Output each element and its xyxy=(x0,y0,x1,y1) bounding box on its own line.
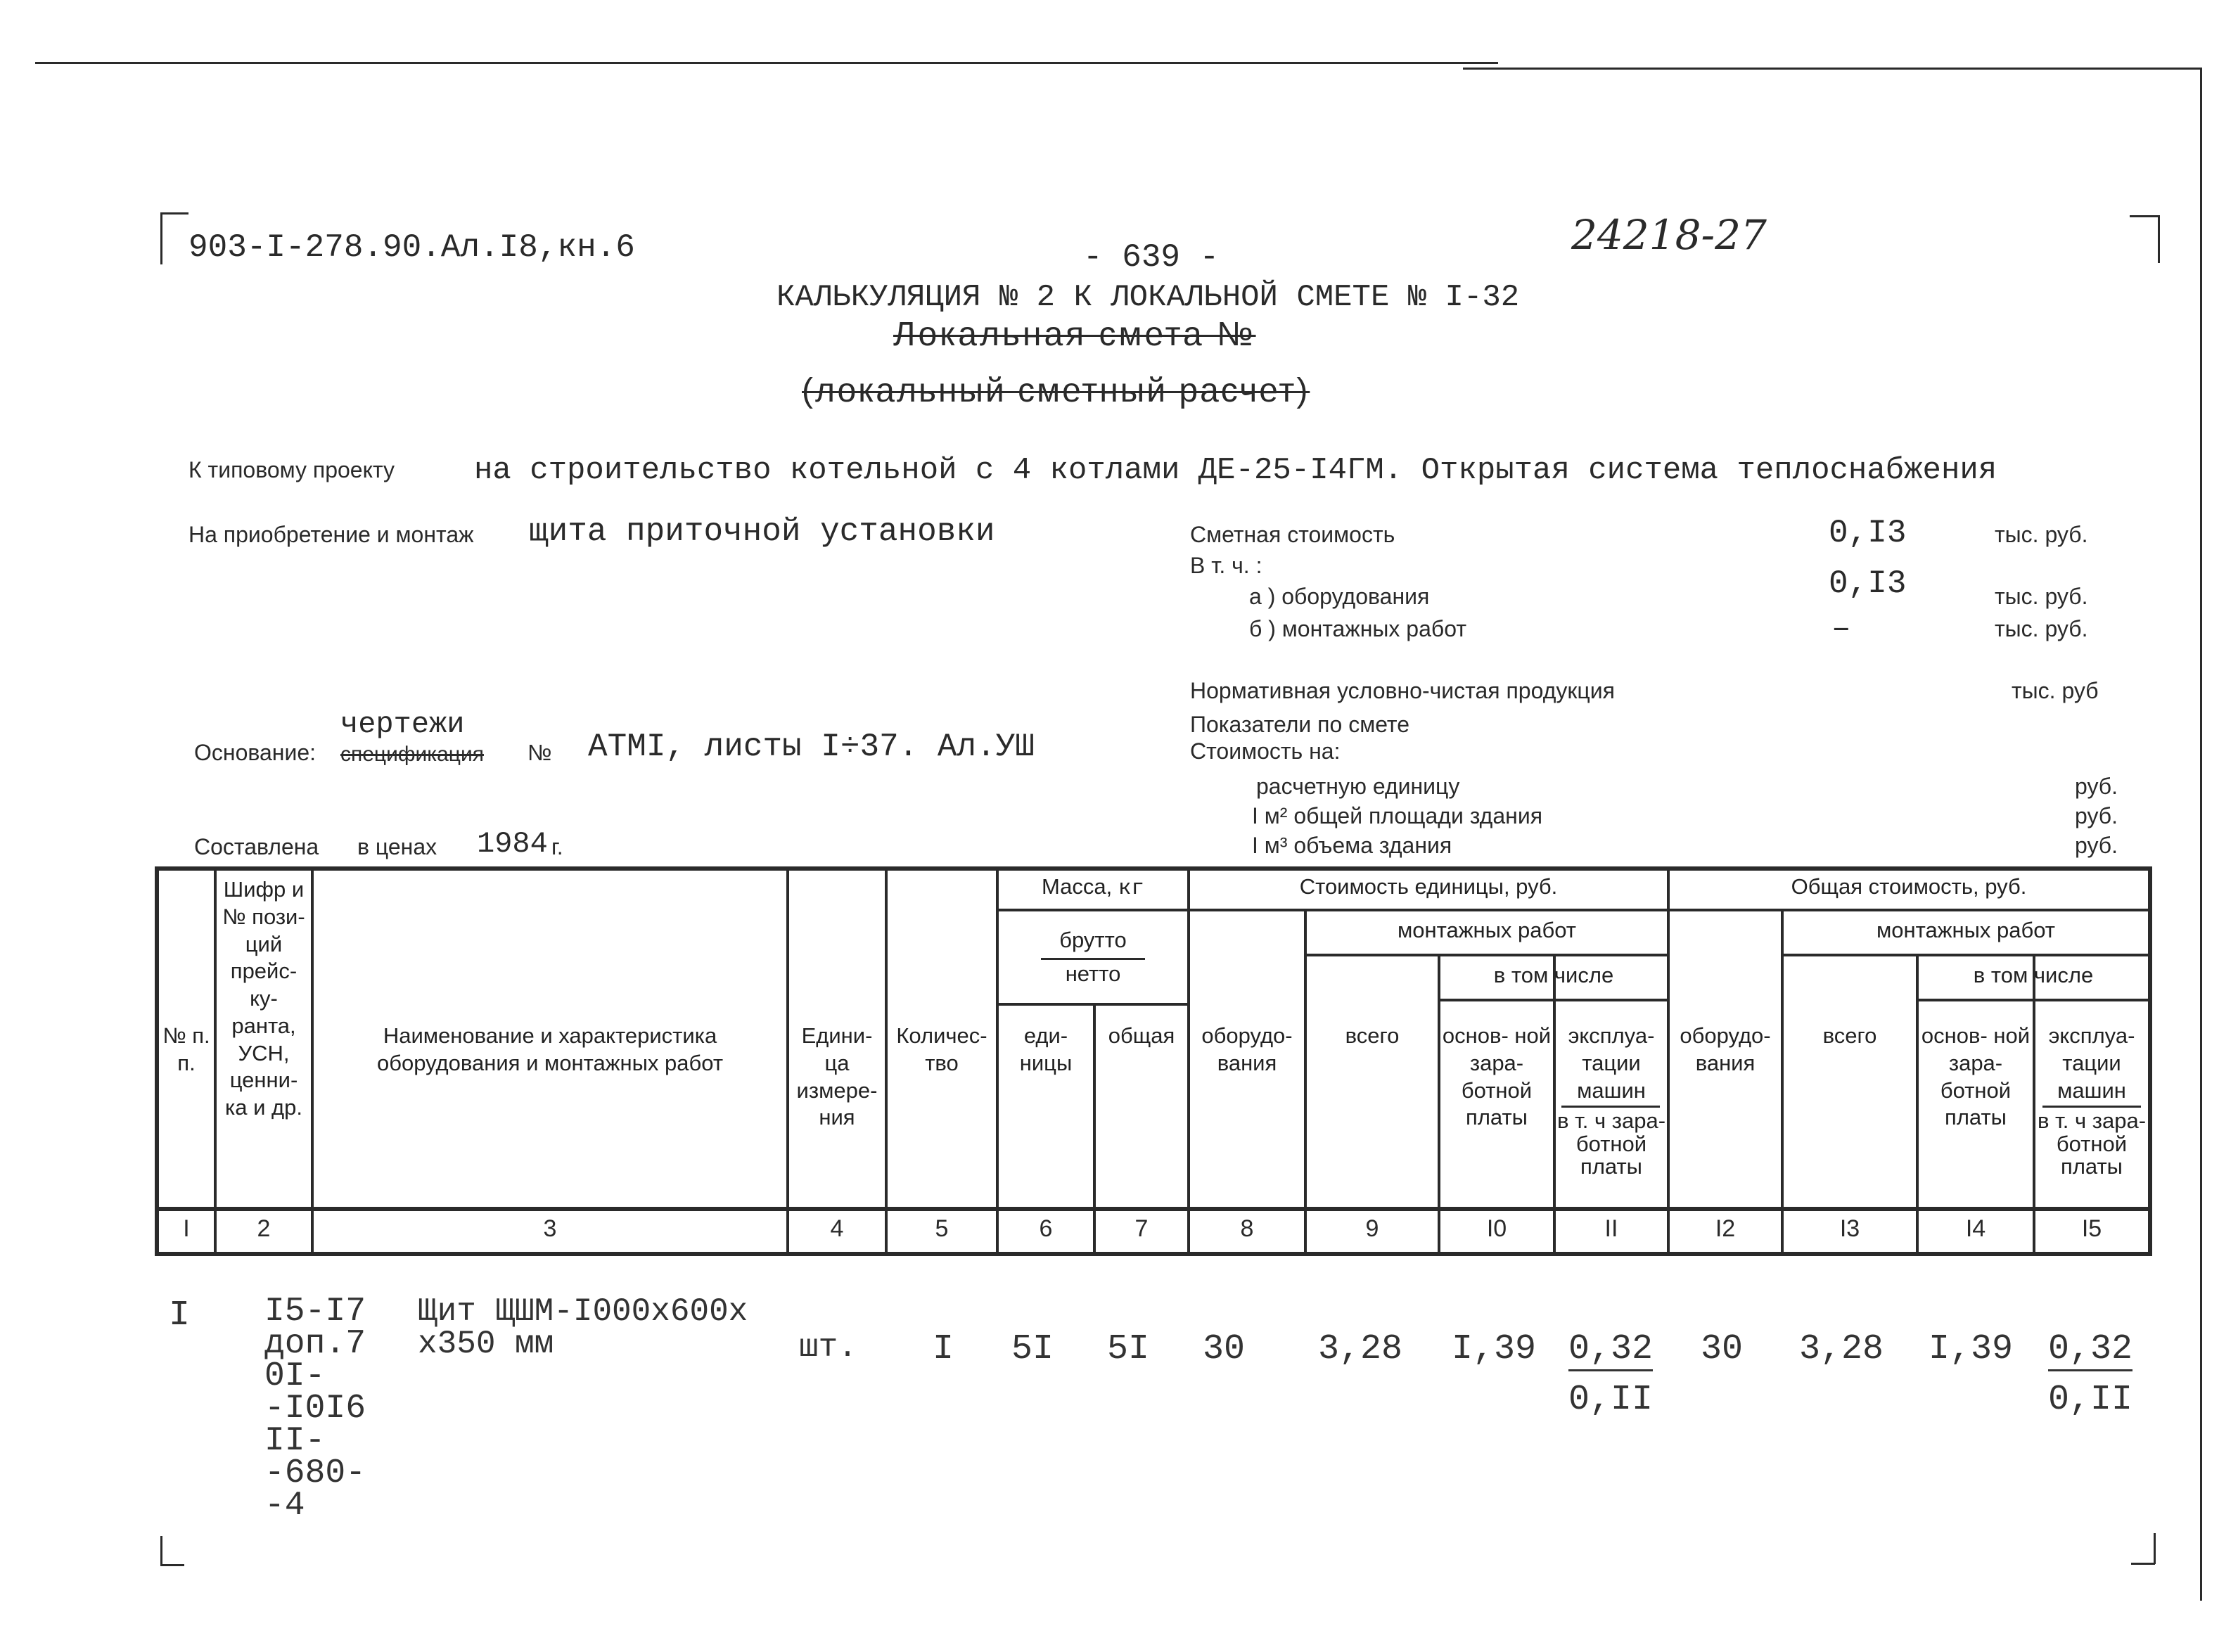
install-unit: тыс. руб. xyxy=(1995,616,2088,641)
calculation-title: КАЛЬКУЛЯЦИЯ № 2 К ЛОКАЛЬНОЙ СМЕТЕ № I-32 xyxy=(776,280,1520,315)
per-m2-rub: руб. xyxy=(2075,803,2118,828)
document-code: 903-I-278.90.Ал.I8,кн.6 xyxy=(188,229,635,266)
header-total-equip: оборудо- вания xyxy=(1680,1023,1771,1075)
header-name: Наименование и характеристика оборудования и монтажных работ xyxy=(376,1023,724,1075)
cost-on-label: Стоимость на: xyxy=(1190,738,1341,764)
row-total-machines: 0,32 xyxy=(2048,1329,2133,1371)
top-border-line-right xyxy=(1463,68,2201,70)
indicators-label: Показатели по смете xyxy=(1190,712,1410,737)
header-mass-unit: кг xyxy=(1118,876,1145,901)
row-unit-machines-wages: 0,II xyxy=(1568,1380,1654,1420)
install-label: б ) монтажных работ xyxy=(1249,616,1466,641)
estimated-cost-unit: тыс. руб. xyxy=(1995,522,2088,547)
project-value: на строительство котельной с 4 котлами ДЕ-25-I4ГМ. Открытая система теплоснабжения xyxy=(474,453,1997,488)
header-mass-total: общая xyxy=(1108,1023,1175,1048)
corner-mark-tr xyxy=(2130,215,2159,217)
row-total-install: 3,28 xyxy=(1799,1329,1884,1369)
prices-in-prices: в ценах xyxy=(357,834,437,859)
equipment-unit: тыс. руб. xyxy=(1995,584,2088,609)
table-rule xyxy=(1916,999,2149,1001)
col-number: 8 xyxy=(1240,1215,1254,1242)
corner-mark-tr xyxy=(2158,215,2160,263)
corner-mark-br xyxy=(2154,1533,2156,1564)
basis-struck: спецификация xyxy=(340,743,484,766)
row-total-wages: I,39 xyxy=(1929,1329,2014,1369)
header-mass xyxy=(999,873,1187,903)
table-rule xyxy=(996,909,2148,911)
table-rule xyxy=(996,1003,1189,1006)
header-unit: Едини- ца измере- ния xyxy=(796,1023,878,1130)
col-number: 7 xyxy=(1134,1215,1149,1242)
header-unit-incl: в том числе xyxy=(1493,963,1614,987)
header-total-install: монтажных работ xyxy=(1876,918,2055,942)
header-unit-machines: эксплуа- тации машин xyxy=(1568,1023,1655,1103)
per-m3-rub: руб. xyxy=(2075,833,2118,858)
row-qty: I xyxy=(933,1329,954,1369)
row-name-line: Щит ЩШМ-I000х600х xyxy=(418,1293,748,1330)
equipment-value: 0,I3 xyxy=(1829,565,1907,602)
row-code xyxy=(264,1293,366,1525)
header-total-wages: основ- ной зара- ботной платы xyxy=(1921,1023,2031,1130)
col-number: I5 xyxy=(2081,1215,2102,1242)
project-label: К типовому проекту xyxy=(188,457,395,482)
corner-mark-br xyxy=(2131,1563,2155,1565)
table-rule xyxy=(1781,911,1784,1256)
top-border-line xyxy=(35,62,1498,64)
prices-label: Составлена xyxy=(194,834,319,859)
table-rule xyxy=(155,1252,2152,1256)
per-m2-label: I м² общей площади здания xyxy=(1252,803,1543,828)
prices-suffix: г. xyxy=(551,834,563,859)
prices-year: 1984 xyxy=(477,827,548,861)
row-unit: шт. xyxy=(799,1329,857,1366)
net-product-unit: тыс. руб xyxy=(2012,678,2099,703)
basis-no: № xyxy=(527,740,552,765)
header-mass-unit-col: еди- ницы xyxy=(1019,1023,1073,1075)
table-rule xyxy=(155,866,2152,871)
basis-value: АТМI, листы I÷37. Ал.УШ xyxy=(588,729,1035,765)
header-total-cost: Общая стоимость, руб. xyxy=(1791,874,2027,899)
col-number: 4 xyxy=(830,1215,844,1242)
header-netto: нетто xyxy=(1065,961,1121,986)
row-code-line: доп.7 xyxy=(264,1325,366,1363)
col-number: I0 xyxy=(1486,1215,1507,1242)
estimated-cost-value: 0,I3 xyxy=(1829,515,1907,551)
table-rule xyxy=(2148,866,2152,1256)
header-price-code: Шифр и № пози- ций прейс- ку- ранта, УСН, ценни- ка и др. xyxy=(222,877,305,1120)
header-unit-machines-wages: в т. ч зара- ботной платы xyxy=(1556,1108,1666,1179)
header-total-machines: эксплуа- тации машин xyxy=(2048,1023,2135,1103)
basis-handwritten: чертежи xyxy=(340,707,465,741)
archive-number: 24218-27 xyxy=(1571,211,1767,259)
col-number: 9 xyxy=(1365,1215,1379,1242)
col-number: 3 xyxy=(543,1215,557,1242)
corner-mark-tl xyxy=(160,212,188,214)
table-rule xyxy=(1041,958,1145,960)
form-title-struck: Локальная смета № xyxy=(893,316,1256,353)
col-number: 5 xyxy=(935,1215,949,1242)
estimate-table xyxy=(155,866,2152,1255)
row-code-line: II- xyxy=(264,1422,326,1460)
row-name-line: х350 мм xyxy=(418,1326,554,1362)
table-rule xyxy=(1561,1106,1660,1108)
net-product-label: Нормативная условно-чистая продукция xyxy=(1190,678,1615,703)
basis-label: Основание: xyxy=(194,740,316,765)
header-brutto: брутто xyxy=(1059,928,1127,952)
table-rule xyxy=(2042,1106,2141,1108)
purpose-label: На приобретение и монтаж xyxy=(188,522,474,547)
header-row-number: № п. п. xyxy=(162,1023,210,1075)
row-total-machines-wages: 0,II xyxy=(2048,1380,2133,1420)
header-unit-total: всего xyxy=(1345,1023,1400,1048)
table-rule xyxy=(155,1207,2152,1211)
row-code-line: 0I- xyxy=(264,1357,326,1395)
corner-mark-tl xyxy=(160,212,162,264)
row-mass-unit: 5I xyxy=(1011,1329,1054,1369)
page-number: - 639 - xyxy=(1083,239,1220,276)
col-number: I2 xyxy=(1715,1215,1736,1242)
per-m3-label: I м³ объема здания xyxy=(1252,833,1452,858)
corner-mark-bl xyxy=(160,1536,162,1565)
row-code-line: -680- xyxy=(264,1454,366,1492)
col-number: II xyxy=(1604,1215,1618,1242)
corner-mark-bl xyxy=(160,1564,184,1566)
header-total-machines-wages: в т. ч зара- ботной платы xyxy=(2037,1108,2147,1179)
right-border-line xyxy=(2200,68,2202,1601)
header-mass-label: Масса, xyxy=(1041,874,1113,899)
col-number: I4 xyxy=(1965,1215,1986,1242)
header-total-incl: в том числе xyxy=(1973,963,2094,987)
row-unit-machines: 0,32 xyxy=(1568,1329,1653,1371)
header-unit-cost: Стоимость единицы, руб. xyxy=(1299,874,1558,899)
row-mass-total: 5I xyxy=(1107,1329,1150,1369)
row-unit-install-total: 3,28 xyxy=(1318,1329,1403,1369)
table-rule xyxy=(1438,999,1667,1001)
per-unit-rub: руб. xyxy=(2075,774,2118,799)
row-unit-wages: I,39 xyxy=(1452,1329,1537,1369)
form-subtitle-struck: (локальный сметный расчет) xyxy=(802,372,1310,409)
install-value: – xyxy=(1831,610,1851,647)
table-rule xyxy=(1781,954,2149,956)
header-qty: Количес- тво xyxy=(896,1023,987,1075)
per-unit-label: расчетную единицу xyxy=(1256,774,1460,799)
col-number: 6 xyxy=(1039,1215,1053,1242)
row-total-equip: 30 xyxy=(1701,1329,1744,1369)
row-code-line: I5-I7 xyxy=(264,1293,366,1331)
estimated-cost-label: Сметная стоимость xyxy=(1190,522,1395,547)
row-number: I xyxy=(169,1295,191,1336)
col-number: I3 xyxy=(1839,1215,1860,1242)
incl-label: В т. ч. : xyxy=(1190,553,1262,578)
table-rule xyxy=(1304,954,1667,956)
row-code-line: -4 xyxy=(264,1487,305,1525)
row-name xyxy=(418,1295,748,1360)
equipment-label: а ) оборудования xyxy=(1249,584,1430,609)
row-code-line: -I0I6 xyxy=(264,1390,366,1428)
table-rule xyxy=(1304,911,1307,1256)
row-unit-equip: 30 xyxy=(1203,1329,1246,1369)
purpose-value: щита приточной установки xyxy=(529,513,995,550)
header-unit-equip: оборудо- вания xyxy=(1201,1023,1293,1075)
col-number: I xyxy=(183,1215,190,1242)
header-unit-wages: основ- ной зара- ботной платы xyxy=(1442,1023,1552,1130)
col-number: 2 xyxy=(257,1215,271,1242)
header-unit-install: монтажных работ xyxy=(1397,918,1576,942)
header-total-total: всего xyxy=(1822,1023,1877,1048)
